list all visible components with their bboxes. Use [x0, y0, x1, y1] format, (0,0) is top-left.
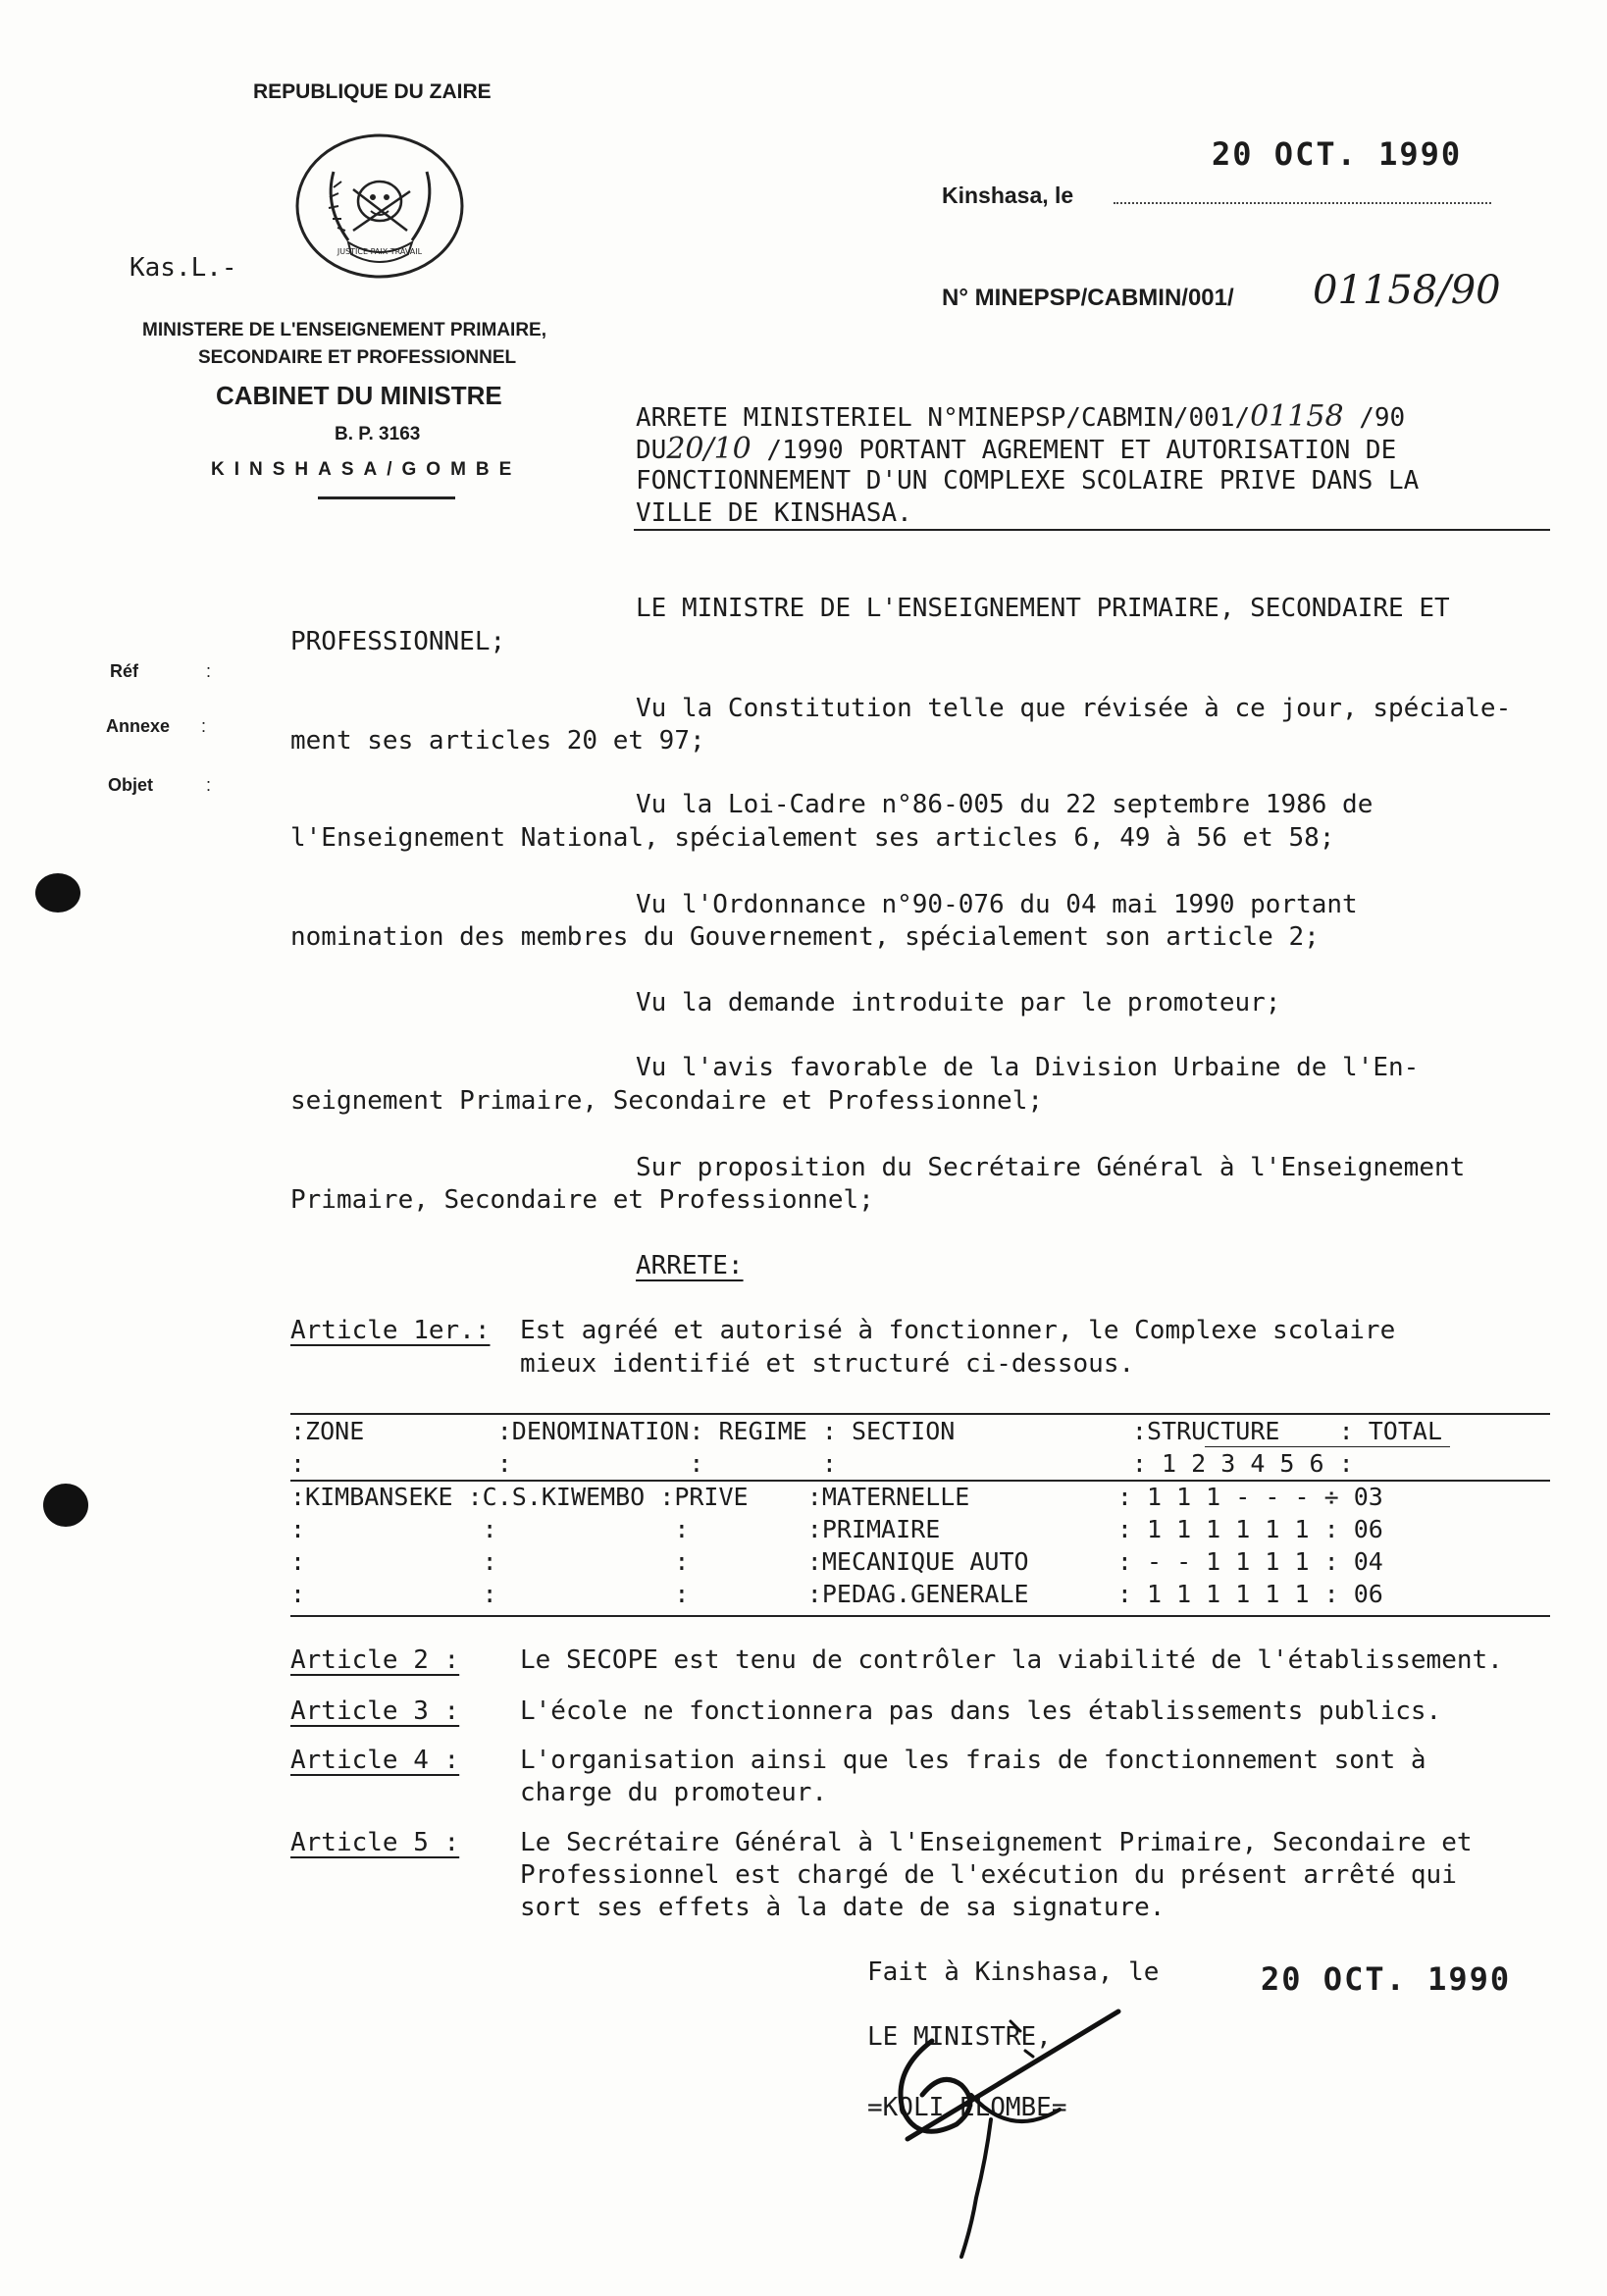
article1-label: Article 1er.:	[290, 1316, 491, 1345]
table-row: : : : :PEDAG.GENERALE : 1 1 1 1 1 1 : 06	[290, 1580, 1383, 1608]
title-line4: VILLE DE KINSHASA.	[636, 498, 912, 528]
preamble-0-first: LE MINISTRE DE L'ENSEIGNEMENT PRIMAIRE, SECONDAIRE ET	[636, 594, 1450, 623]
article2-label: Article 2 :	[290, 1645, 460, 1675]
preamble-2-rest: l'Enseignement National, spécialement ses articles 6, 49 à 56 et 58;	[290, 823, 1335, 853]
article5-line3: sort ses effets à la date de sa signature.	[520, 1893, 1166, 1922]
article4-label: Article 4 :	[290, 1746, 460, 1775]
annexe-label: Annexe	[106, 716, 171, 736]
preamble-6-first: Sur proposition du Secrétaire Général à l'Enseignement	[636, 1153, 1466, 1182]
minister-title: LE MINISTRE,	[867, 2022, 1052, 2052]
preamble-5-first: Vu l'avis favorable de la Division Urbaine de l'En-	[636, 1053, 1420, 1082]
punch-hole-mark	[35, 873, 80, 913]
minister-name: =KOLI ELOMBE=	[867, 2093, 1067, 2122]
closing-date-stamp: 20 OCT. 1990	[1261, 1960, 1512, 1998]
ministry-name-line1: MINISTERE DE L'ENSEIGNEMENT PRIMAIRE,	[142, 320, 546, 340]
preamble-1-rest: ment ses articles 20 et 97;	[290, 726, 705, 756]
date-dotted-line	[1114, 192, 1491, 204]
seal-motto: JUSTICE PAIX TRAVAIL	[337, 247, 423, 256]
article5-label: Article 5 :	[290, 1828, 460, 1857]
ministry-name-line2: SECONDAIRE ET PROFESSIONNEL	[198, 347, 517, 368]
handwritten-signature	[863, 2002, 1158, 2296]
arrete-heading: ARRETE:	[636, 1251, 744, 1280]
preamble-2-first: Vu la Loi-Cadre n°86-005 du 22 septembre 1986 de	[636, 790, 1374, 819]
objet-label: Objet	[108, 775, 154, 795]
city-line: KINSHASA/GOMBE	[211, 459, 522, 480]
preamble-5-rest: seignement Primaire, Secondaire et Professionnel;	[290, 1086, 1044, 1116]
annexe-colon: :	[201, 716, 207, 736]
title-line2: DU20/10 /1990 PORTANT AGREMENT ET AUTORISATION DE	[636, 432, 1397, 466]
republic-heading: REPUBLIQUE DU ZAIRE	[253, 80, 492, 103]
table-header-row2: : : : : : 1 2 3 4 5 6 :	[290, 1449, 1354, 1478]
national-seal-emblem	[294, 132, 466, 280]
article2-text: Le SECOPE est tenu de contrôler la viabilité de l'établissement.	[520, 1645, 1503, 1675]
structure-subheader-rule	[1205, 1446, 1450, 1447]
table-bottom-rule	[290, 1615, 1550, 1617]
preamble-3-first: Vu l'Ordonnance n°90-076 du 04 mai 1990 portant	[636, 890, 1358, 919]
handwritten-number: 01158	[1250, 399, 1344, 434]
preamble-0-rest: PROFESSIONNEL;	[290, 627, 506, 656]
punch-hole-mark	[43, 1484, 88, 1527]
article3-label: Article 3 :	[290, 1696, 460, 1726]
table-row: : : : :MECANIQUE AUTO : - - 1 1 1 1 : 04	[290, 1547, 1383, 1576]
handwritten-annotation: Kas.L.-	[130, 253, 237, 283]
objet-colon: :	[206, 775, 212, 795]
article1-line2: mieux identifié et structuré ci-dessous.	[520, 1349, 1135, 1379]
preamble-4-first: Vu la demande introduite par le promoteur;	[636, 988, 1281, 1018]
preamble-1-first: Vu la Constitution telle que révisée à ce jour, spéciale-	[636, 694, 1512, 723]
ref-label: Réf	[110, 661, 139, 681]
preamble-6-rest: Primaire, Secondaire et Professionnel;	[290, 1185, 874, 1215]
place-label: Kinshasa, le	[942, 183, 1074, 208]
preamble-3-rest: nomination des membres du Gouvernement, spécialement son article 2;	[290, 922, 1320, 952]
article4-line2: charge du promoteur.	[520, 1778, 828, 1807]
article5-line2: Professionnel est chargé de l'exécution du présent arrêté qui	[520, 1860, 1457, 1890]
letterhead-divider	[318, 496, 455, 499]
article5-line1: Le Secrétaire Général à l'Enseignement Primaire, Secondaire et	[520, 1828, 1473, 1857]
table-row: : : : :PRIMAIRE : 1 1 1 1 1 1 : 06	[290, 1515, 1383, 1543]
article1-line1: Est agréé et autorisé à fonctionner, le Complexe scolaire	[520, 1316, 1396, 1345]
date-stamp: 20 OCT. 1990	[1212, 135, 1463, 173]
handwritten-date: 20/10	[666, 432, 752, 466]
ref-colon: :	[206, 661, 212, 681]
reference-number-label: N° MINEPSP/CABMIN/001/	[942, 285, 1234, 311]
postal-box: B. P. 3163	[335, 424, 421, 444]
table-row: :KIMBANSEKE :C.S.KIWEMBO :PRIVE :MATERNELLE : 1 1 1 - - - ÷ 03	[290, 1483, 1383, 1511]
title-underline	[634, 529, 1550, 531]
title-line3: FONCTIONNEMENT D'UN COMPLEXE SCOLAIRE PRIVE DANS LA	[636, 466, 1420, 496]
cabinet-heading: CABINET DU MINISTRE	[216, 381, 502, 410]
table-header-row: :ZONE :DENOMINATION: REGIME : SECTION :STRUCTURE : TOTAL	[290, 1417, 1442, 1445]
closing-place-date: Fait à Kinshasa, le	[867, 1957, 1160, 1987]
reference-number-handwritten: 01158/90	[1313, 268, 1501, 313]
article4-line1: L'organisation ainsi que les frais de fonctionnement sont à	[520, 1746, 1426, 1775]
article3-text: L'école ne fonctionnera pas dans les établissements publics.	[520, 1696, 1442, 1726]
title-line1: ARRETE MINISTERIEL N°MINEPSP/CABMIN/001/01158 /90	[636, 399, 1406, 434]
